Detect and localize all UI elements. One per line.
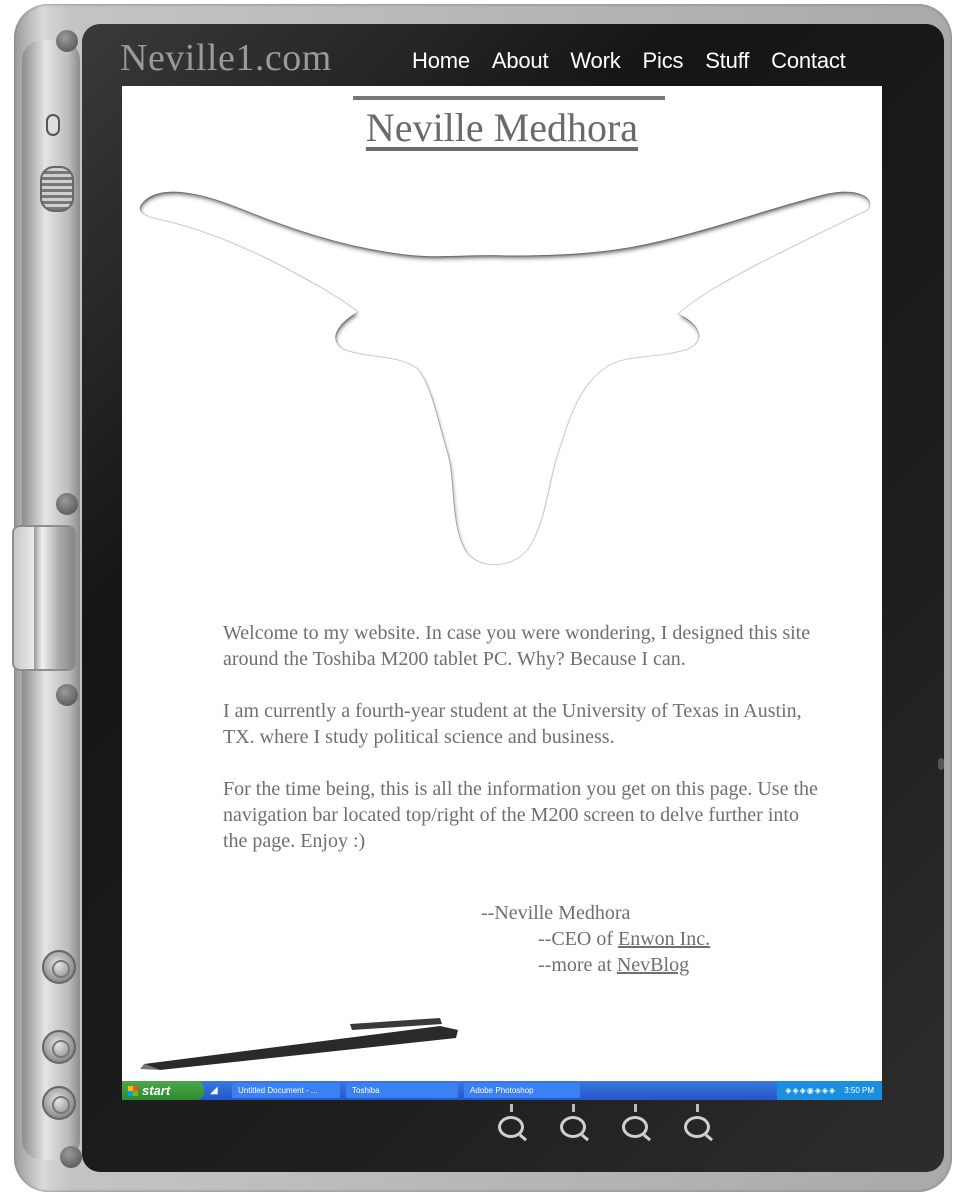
- navigation-paragraph: For the time being, this is all the information you get on this page. Use the navigation bar located top/right of the M200 screen to delve further into the page. Enjoy :): [223, 778, 818, 852]
- system-tray: [777, 1081, 882, 1100]
- nav-work[interactable]: Work: [570, 48, 621, 73]
- student-paragraph: I am currently a fourth-year student at the University of Texas in Austin, TX. where I study political science and business.: [223, 700, 802, 748]
- signature-ceo-prefix: --CEO of: [538, 928, 618, 950]
- windows-taskbar: [122, 1081, 882, 1100]
- stylus-pen-icon: [140, 1016, 470, 1076]
- power-slider[interactable]: [40, 166, 74, 212]
- quick-launch-icon[interactable]: ◢: [210, 1084, 218, 1096]
- start-button[interactable]: [122, 1081, 204, 1100]
- tray-icons[interactable]: ◈◈◈◉◈◈◈: [785, 1086, 837, 1095]
- rail-screw-icon: [56, 493, 78, 515]
- windows-flag-icon: [128, 1086, 138, 1096]
- nav-pics[interactable]: Pics: [642, 48, 684, 73]
- rail-screw-icon: [60, 1146, 82, 1168]
- status-led-icon: [46, 114, 60, 136]
- taskbar-item-untitled-document[interactable]: Untitled Document - ...: [232, 1083, 340, 1098]
- bezel-button[interactable]: [560, 1104, 588, 1140]
- signature-blog-line: [538, 952, 689, 978]
- taskbar-item-toshiba[interactable]: Toshiba: [346, 1083, 458, 1098]
- bezel-button[interactable]: [622, 1104, 650, 1140]
- tablet-hinge: [12, 525, 76, 671]
- rail-screw-icon: [56, 30, 78, 52]
- intro-paragraph: Welcome to my website. In case you were wondering, I designed this site around the Toshiba M200 tablet PC. Why? Because I can.: [223, 622, 811, 670]
- tablet-screen: [122, 86, 882, 1098]
- welcome-content: [223, 620, 823, 976]
- nav-stuff[interactable]: Stuff: [705, 48, 750, 73]
- jog-dial-button[interactable]: [42, 950, 76, 984]
- page-title: Neville Medhora: [365, 105, 639, 150]
- nav-home[interactable]: Home: [412, 48, 470, 73]
- nav-contact[interactable]: Contact: [771, 48, 846, 73]
- bezel-buttons: [498, 1104, 712, 1140]
- nevblog-link[interactable]: NevBlog: [616, 954, 690, 976]
- rail-screw-icon: [56, 684, 78, 706]
- signature-name: --Neville Medhora: [481, 902, 631, 924]
- main-nav: [412, 48, 846, 74]
- taskbar-item-photoshop[interactable]: Adobe Photoshop: [464, 1083, 580, 1098]
- bezel-button[interactable]: [684, 1104, 712, 1140]
- title-rule: [353, 96, 665, 100]
- bezel-button[interactable]: [498, 1104, 526, 1140]
- start-label: start: [142, 1083, 171, 1098]
- signature-ceo-line: [538, 926, 710, 952]
- side-button[interactable]: [42, 1086, 76, 1120]
- enwon-link[interactable]: Enwon Inc.: [617, 928, 711, 950]
- site-logo[interactable]: Neville1.com: [120, 37, 332, 79]
- tray-clock: 3:50 PM: [844, 1086, 874, 1095]
- bezel-sensor-icon: [938, 758, 944, 770]
- side-button[interactable]: [42, 1030, 76, 1064]
- longhorn-logo-icon: [138, 184, 878, 576]
- signature-blog-prefix: --more at: [538, 954, 617, 976]
- nav-about[interactable]: About: [491, 48, 549, 73]
